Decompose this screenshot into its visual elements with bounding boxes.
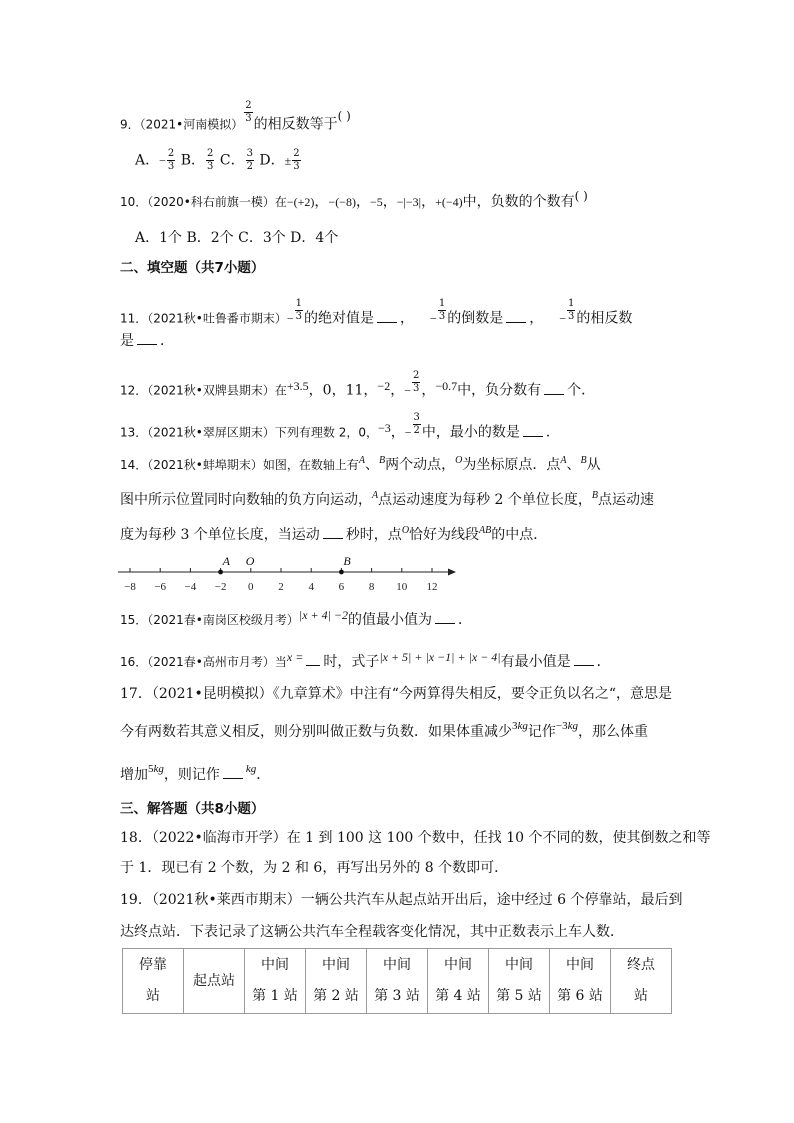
question-9: [120, 100, 351, 137]
q17-text: ，那么体重: [578, 724, 648, 740]
q11-blank-1[interactable]: [377, 310, 397, 323]
point-o-label: O: [245, 554, 255, 568]
table-row: [123, 949, 672, 1014]
tick-label: −2: [214, 581, 227, 593]
q10-options: A．1个 B．2个 C．3个 D．4个: [135, 230, 339, 246]
q14-text: 秒时，点: [345, 527, 402, 543]
question-15: [120, 610, 472, 630]
question-14-line-3: [120, 525, 547, 545]
point-a-label: A: [222, 554, 230, 568]
point-a-label: A: [358, 455, 365, 466]
unit-kg: kg: [567, 720, 578, 732]
tick-label: 0: [248, 581, 254, 593]
q9-answer-paren: ( ): [337, 109, 351, 123]
table-cell: [306, 949, 367, 1014]
tick-label: −4: [184, 581, 197, 593]
question-10: [120, 189, 588, 212]
q10-expr-5: +(−4): [435, 195, 463, 209]
q10-expr-3: −5: [369, 195, 383, 209]
question-18-line-1: 18．（2022•临海市开学）在 1 到 100 这 100 个数中，任找 10 个不同的数，使其倒数之和等: [120, 830, 711, 846]
q10-suffix: 中，负数的个数有: [462, 194, 575, 210]
q14-text: 恰好为线段: [409, 527, 480, 543]
table-cell: [611, 949, 672, 1014]
q14-text: 度为每秒 3 个单位长度，当运动: [120, 527, 320, 543]
period: ．: [160, 333, 174, 349]
separator: ，: [382, 194, 397, 210]
q11-fraction: $\frac{1}{3}$: [295, 298, 303, 322]
point-b-label: B: [580, 455, 587, 466]
table-cell: [245, 949, 306, 1014]
q17-weight-2: [556, 720, 578, 732]
tick-label: 12: [426, 581, 438, 593]
cell-text-top: 中间: [383, 957, 411, 973]
cell-text-bottom: 第 1 站: [252, 988, 298, 1004]
q16-mid: 时，式子: [323, 654, 380, 670]
q12-value-1: +3.5: [286, 378, 309, 393]
q9-option-c-fraction: $\frac{3}{2}$: [246, 148, 253, 172]
q14-text: 点运动速度为每秒 2 个单位长度，: [378, 492, 592, 508]
table-cell: [367, 949, 428, 1014]
q16-blank-2[interactable]: [574, 653, 594, 666]
section-solve-heading: 三、解答题（共8小题）: [120, 801, 265, 817]
tick-label: 10: [396, 581, 408, 593]
table-cell: [184, 949, 245, 1014]
q16-suffix: 有最小值是: [500, 654, 571, 670]
cell-text-top: 中间: [444, 957, 472, 973]
tick-label: −8: [124, 581, 136, 593]
tick-label: 6: [338, 581, 345, 593]
unit-kg: kg: [245, 763, 257, 775]
cell-text-top: 中间: [566, 957, 594, 973]
cell-text-bottom: 第 3 站: [374, 988, 420, 1004]
q11-sign: −: [559, 311, 566, 326]
q11-blank-2[interactable]: [506, 310, 526, 323]
enum-comma: 、: [566, 457, 581, 473]
period: ．: [458, 612, 473, 628]
tick-label: 8: [368, 581, 375, 593]
q13-blank[interactable]: [523, 424, 543, 437]
separator: ，: [421, 194, 436, 210]
q14-text: 两个动点，: [385, 457, 456, 473]
period: ．: [256, 767, 271, 783]
q12-value-5-sign: −: [404, 383, 411, 398]
cell-text-top: 起点站: [193, 972, 235, 989]
unit-kg: kg: [517, 720, 528, 732]
q10-expr-1: −(+2): [286, 195, 315, 209]
q9-option-d-fraction: $\frac{2}{3}$: [293, 148, 300, 172]
separator: ，: [314, 194, 329, 210]
question-17-line-1: 17．（2021•昆明模拟）《九章算术》中注有“今两算得失相反，要令正负以名之“，意思是: [120, 686, 673, 702]
number-line-points: [218, 554, 351, 574]
q9-option-c-label: C．: [215, 152, 245, 169]
q9-option-a-sign: −: [159, 153, 166, 168]
q17-weight-3: [148, 763, 164, 775]
q12-prefix: 12．（2021秋•双牌县期末）在: [120, 383, 287, 398]
q11-text-opposite: 的相反数: [576, 310, 633, 327]
table-cell: [428, 949, 489, 1014]
cell-text-bottom: 第 2 站: [313, 988, 359, 1004]
point-a-dot: [218, 570, 223, 575]
q12-blank[interactable]: [544, 382, 564, 395]
period: ．: [545, 424, 560, 441]
q11-sign: −: [430, 311, 437, 326]
q9-option-a-label: A．: [135, 152, 160, 169]
q17-weight-1-number: 3: [512, 720, 518, 732]
question-18-line-2: 于 1．现已有 2 个数，为 2 和 6，再写出另外的 8 个数即可．: [120, 860, 509, 876]
q10-prefix: 10．（2020•科右前旗一模）在: [120, 195, 287, 209]
q14-text: 点运动速: [598, 492, 655, 508]
q10-expr-4: −|−3|: [396, 195, 422, 209]
q14-prefix: 14．（2021秋•蚌埠期末）如图，在数轴上有: [120, 458, 359, 472]
cell-text-top: 终点: [627, 957, 655, 973]
q11-line2-text: 是: [120, 333, 134, 349]
q14-text: 从: [586, 457, 601, 473]
q14-text: 为坐标原点．点: [462, 457, 561, 473]
enum-comma: 、: [365, 457, 379, 473]
q14-blank[interactable]: [323, 526, 343, 539]
question-17-line-3: [120, 765, 270, 786]
q12-suffix: 中，负分数有: [457, 382, 542, 399]
q12-value-2: 0: [322, 382, 332, 399]
q16-prefix: 16．（2021春•高州市月考）当: [120, 655, 287, 669]
q11-prefix: 11．（2021秋•吐鲁番市期末）: [120, 311, 287, 326]
question-14-line-1: [120, 455, 601, 475]
q16-x-equals: x =: [286, 650, 304, 664]
question-17-line-2: [120, 722, 648, 743]
q12-value-3: 11: [345, 382, 364, 399]
q9-option-b-fraction: $\frac{2}{3}$: [207, 148, 214, 172]
q16-blank-1[interactable]: [306, 653, 320, 666]
point-a-label: A: [372, 490, 379, 501]
q15-suffix: 的值最小值为: [348, 612, 433, 628]
q12-end: 个．: [567, 382, 596, 399]
q15-expression: |x + 4| −2: [298, 608, 349, 622]
point-o-label: O: [455, 455, 463, 466]
tick-label: −6: [154, 581, 167, 593]
q14-text: 的中点．: [491, 527, 548, 543]
q17-text: ，则记作: [163, 767, 220, 783]
question-11: 11．（2021秋•吐鲁番市期末）− $\frac{1}{3}$ 的绝对值是 ， − $\frac{1}{3}$ 的倒数是 ， − $\frac{1}{3}$ 的相反数: [120, 298, 633, 327]
q11-line-2: [120, 331, 174, 351]
q13-suffix: 中，最小的数是: [421, 424, 520, 441]
q17-text: 今有两数若其意义相反，则分别叫做正数与负数．如果体重减少: [120, 724, 512, 740]
cell-text-top: 中间: [261, 957, 289, 973]
q10-expr-2: −(−8): [328, 195, 356, 209]
question-12: 12．（2021秋•双牌县期末）在+3.5，0，11，−2，− $\frac{2}{3}$ ，−0.7中，负分数有 个．: [120, 370, 596, 399]
question-13: 13．（2021秋•翠屏区期末）下列有理数 2，0，−3，− $\frac{3}{2}$ 中，最小的数是 ．: [120, 412, 560, 441]
point-o-label: O: [401, 525, 410, 536]
question-19-line-1: 19．（2021秋•莱西市期末）一辆公共汽车从起点站开出后，途中经过 6 个停靠站，最后到: [120, 892, 683, 908]
q9-suffix: 的相反数等于: [253, 116, 338, 133]
cell-text-bottom: 第 6 站: [557, 988, 603, 1004]
tick-label: 2: [278, 581, 284, 593]
q9-option-a-fraction: $\frac{2}{3}$: [167, 148, 175, 172]
q13-value-2-fraction: $\frac{3}{2}$: [413, 412, 420, 436]
q11-sign: −: [286, 311, 294, 326]
point-a-label: A: [560, 455, 567, 466]
cell-text-bottom: 第 4 站: [435, 988, 481, 1004]
q9-option-d-sign: ±: [284, 153, 292, 168]
table-cell: [550, 949, 611, 1014]
q12-value-4: −2: [377, 378, 391, 393]
q17-weight-2-number: −3: [555, 720, 568, 732]
point-b-label: B: [343, 554, 351, 568]
q11-text-abs: 的绝对值是: [304, 310, 375, 327]
point-b-label: B: [379, 455, 386, 466]
q14-text: 图中所示位置同时向数轴的负方向运动，: [120, 492, 372, 508]
cell-text-bottom: 站: [146, 988, 160, 1004]
q12-value-5-fraction: $\frac{2}{3}$: [412, 370, 420, 394]
cell-text-top: 停靠: [139, 957, 167, 973]
q9-options: [135, 148, 302, 173]
unit-kg: kg: [153, 763, 164, 775]
cell-text-bottom: 站: [634, 988, 648, 1004]
q15-blank[interactable]: [435, 611, 455, 624]
q13-prefix: 13．（2021秋•翠屏区期末）下列有理数 2，0，: [120, 425, 378, 440]
q9-prefix: 9．（2021•河南模拟）: [120, 117, 244, 132]
point-b-dot: [339, 570, 344, 575]
question-14-line-2: [120, 490, 654, 510]
q17-weight-3-number: 5: [148, 763, 154, 775]
number-line-arrow: [448, 569, 456, 576]
q9-option-d-label: D．: [254, 152, 285, 169]
point-b-label: B: [591, 490, 599, 501]
question-19-line-2: 达终点站．下表记录了这辆公共汽车全程载客变化情况，其中正数表示上车人数．: [120, 924, 624, 940]
cell-text-bottom: 第 5 站: [496, 988, 542, 1004]
q17-weight-1: [512, 720, 528, 732]
q17-blank[interactable]: [223, 766, 243, 779]
q17-text: 记作: [527, 724, 556, 740]
table-cell: [123, 949, 184, 1014]
q9-fraction: $\frac{2}{3}$: [245, 100, 252, 124]
cell-text-top: 中间: [322, 957, 350, 973]
cell-text-top: 中间: [505, 957, 533, 973]
q16-expression: |x + 5| + |x −1| + |x − 4|: [379, 650, 501, 664]
q11-blank-3[interactable]: [137, 332, 157, 345]
q11-text-reciprocal: 的倒数是: [447, 310, 504, 327]
q11-fraction: $\frac{1}{3}$: [567, 298, 575, 322]
q12-value-6: −0.7: [435, 378, 458, 393]
q17-text: 增加: [120, 767, 148, 783]
separator: ，: [355, 194, 370, 210]
passenger-table: [122, 948, 672, 1014]
table-cell: [489, 949, 550, 1014]
tick-label: 4: [308, 581, 314, 593]
section-fill-in-heading: 二、填空题（共7小题）: [120, 260, 265, 276]
q13-value-1: −3: [377, 420, 391, 435]
q13-value-2-sign: −: [404, 425, 412, 440]
period: ．: [596, 654, 611, 670]
question-16: [120, 652, 611, 672]
q10-answer-paren: ( ): [574, 189, 588, 203]
q11-fraction: $\frac{1}{3}$: [438, 298, 446, 322]
segment-ab-label: AB: [479, 525, 492, 536]
q9-option-b-label: B．: [176, 152, 206, 169]
number-line-figure: [118, 552, 463, 596]
q15-prefix: 15．（2021春•南岗区校级月考）: [120, 613, 299, 627]
